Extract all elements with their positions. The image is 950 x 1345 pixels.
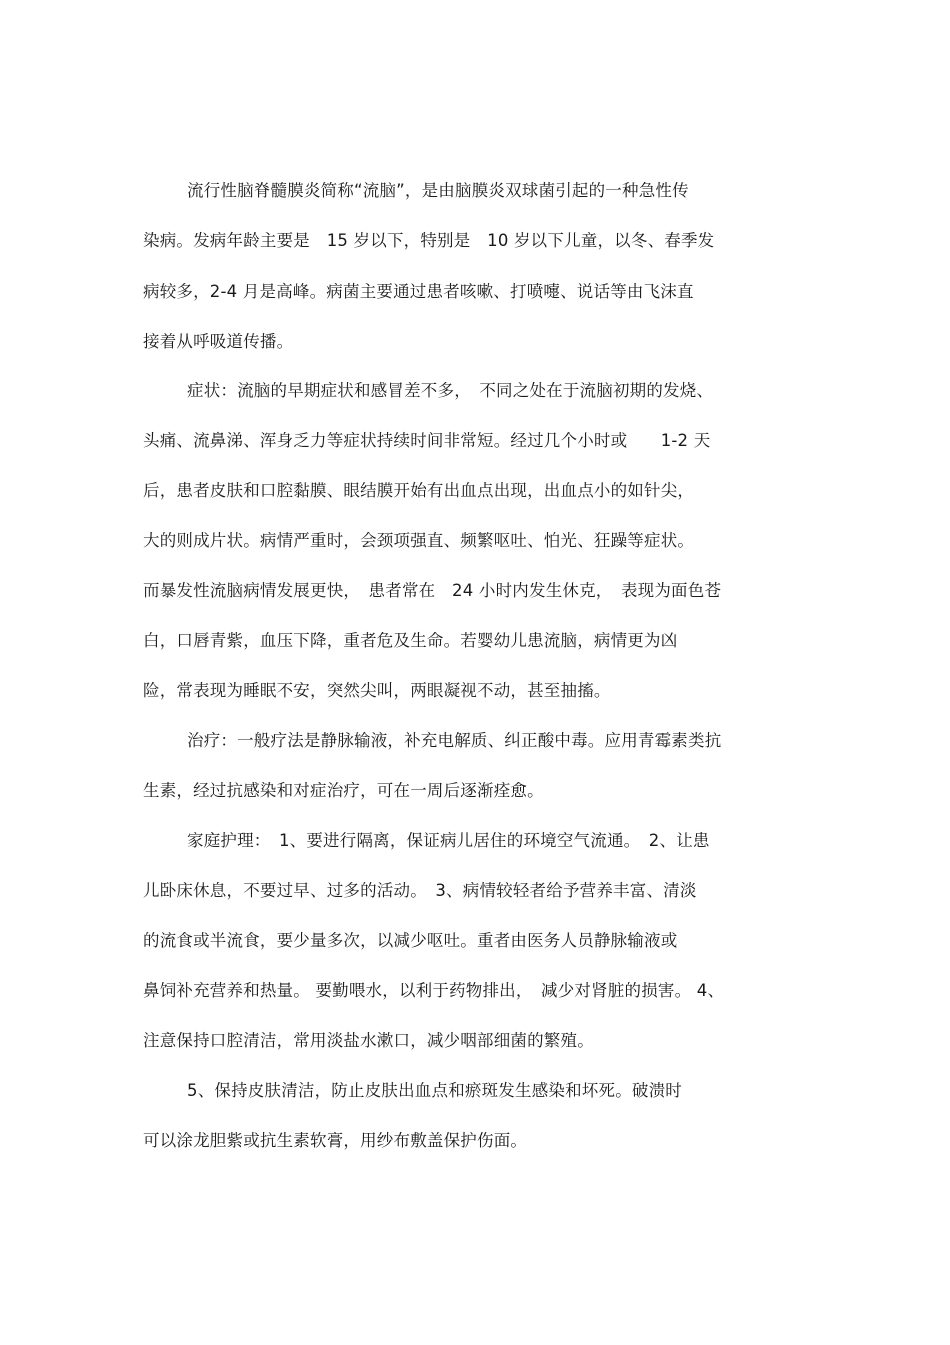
text-line: 可以涂龙胆紫或抗生素软膏，用纱布敷盖保护伤面。 xyxy=(143,1131,528,1150)
text-line: 生素，经过抗感染和对症治疗，可在一周后逐渐痊愈。 xyxy=(143,781,544,800)
text-line: 后，患者皮肤和口腔黏膜、眼结膜开始有出血点出现，出血点小的如针尖， xyxy=(143,481,695,500)
text-line: 儿卧床休息，不要过早、过多的活动。 3、病情较轻者给予营养丰富、清淡 xyxy=(143,881,697,900)
text-line: 病较多，2-4 月是高峰。病菌主要通过患者咳嗽、打喷嚏、说话等由飞沫直 xyxy=(143,282,694,301)
text-line: 的流食或半流食，要少量多次，以减少呕吐。重者由医务人员静脉输液或 xyxy=(143,931,678,950)
text-line: 5、保持皮肤清洁，防止皮肤出血点和瘀斑发生感染和坏死。破溃时 xyxy=(187,1081,682,1100)
text-line: 白，口唇青紫，血压下降，重者危及生命。若婴幼儿患流脑，病情更为凶 xyxy=(143,631,678,650)
text-line: 险，常表现为睡眠不安，突然尖叫，两眼凝视不动，甚至抽搐。 xyxy=(143,681,611,700)
text-line: 流行性脑脊髓膜炎简称“流脑”，是由脑膜炎双球菌引起的一种急性传 xyxy=(187,181,689,200)
text-line: 头痛、流鼻涕、浑身乏力等症状持续时间非常短。经过几个小时或 1-2 天 xyxy=(143,431,711,450)
text-line: 注意保持口腔清洁，常用淡盐水漱口，减少咽部细菌的繁殖。 xyxy=(143,1031,594,1050)
text-line: 染病。发病年龄主要是 15 岁以下，特别是 10 岁以下儿童，以冬、春季发 xyxy=(143,231,715,250)
text-line: 接着从呼吸道传播。 xyxy=(143,332,294,351)
text-line: 而暴发性流脑病情发展更快， 患者常在 24 小时内发生休克， 表现为面色苍 xyxy=(143,581,722,600)
text-line: 治疗：一般疗法是静脉输液，补充电解质、纠正酸中毒。应用青霉素类抗 xyxy=(187,731,722,750)
text-line: 大的则成片状。病情严重时，会颈项强直、频繁呕吐、怕光、狂躁等症状。 xyxy=(143,531,695,550)
text-line: 症状：流脑的早期症状和感冒差不多， 不同之处在于流脑初期的发烧、 xyxy=(187,381,714,400)
text-line: 鼻饲补充营养和热量。 要勤喂水，以利于药物排出， 减少对肾脏的损害。 4、 xyxy=(143,981,725,1000)
text-line: 家庭护理： 1、要进行隔离，保证病儿居住的环境空气流通。 2、让患 xyxy=(187,831,710,850)
